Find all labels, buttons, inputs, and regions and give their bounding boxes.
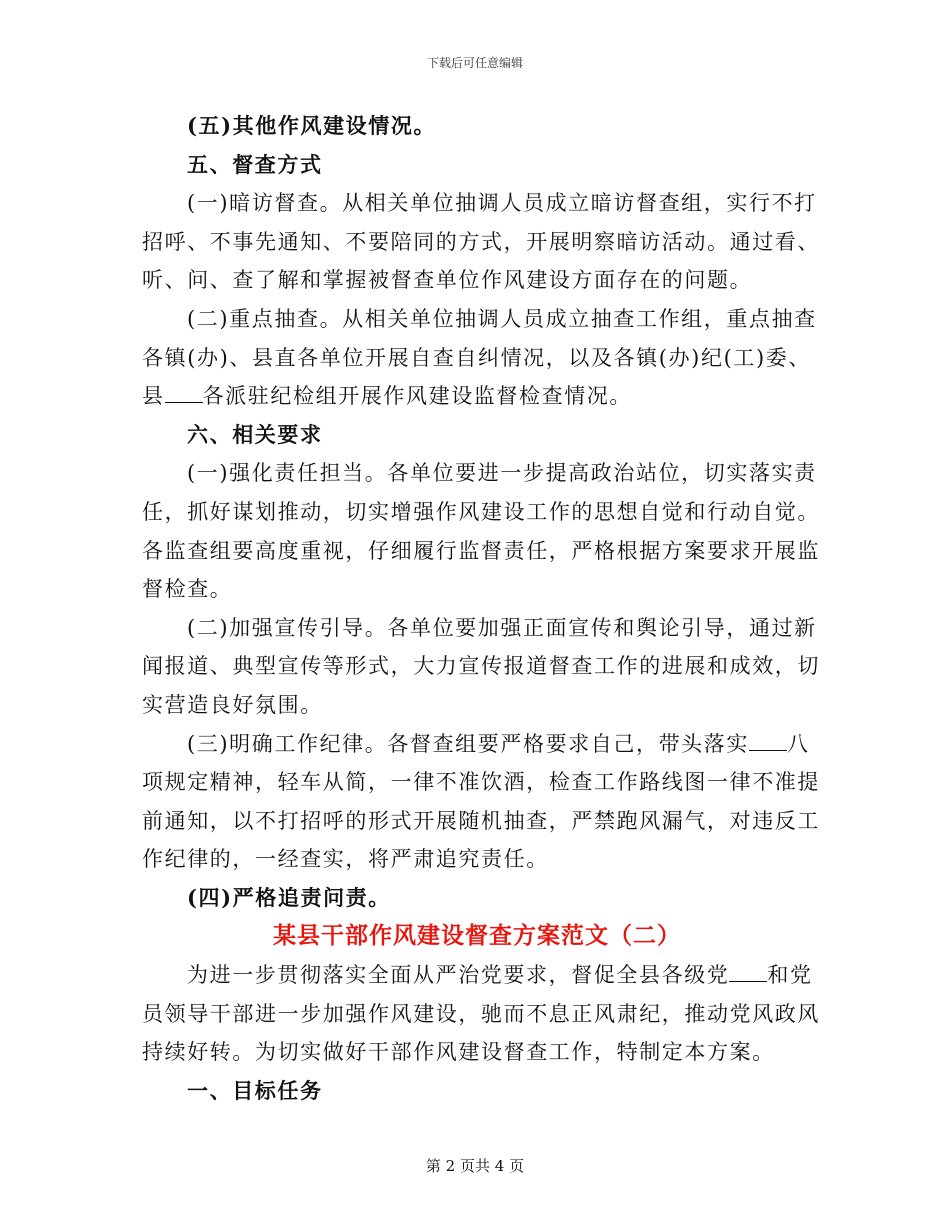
text-segment: 县 (142, 384, 165, 409)
page-footer: 第 2 页共 4 页 (425, 1157, 525, 1175)
paragraph-line (142, 725, 810, 764)
paragraph-line: 实营造良好氛围。 (142, 692, 323, 717)
paragraph-line: 前通知，以不打招呼的形式开展随机抽查，严禁跑风漏气，对违反工 (142, 808, 820, 833)
paragraph-line: 任，抓好谋划推动，切实增强作风建设工作的思想自觉和行动自觉。 (142, 499, 820, 524)
paragraph-line: 员领导干部进一步加强作风建设，驰而不息正风肃纪，推动党风政风 (142, 1001, 820, 1026)
section-heading: (四)严格追责问责。 (187, 884, 391, 910)
paragraph-line: (一)暗访督查。从相关单位抽调人员成立暗访督查组，实行不打 (187, 191, 817, 216)
section-heading: 一、目标任务 (187, 1077, 323, 1103)
text-segment: 为进一步贯彻落实全面从严治党要求，督促全县各级党 (187, 963, 730, 988)
paragraph-line: 作纪律的，一经查实，将严肃追究责任。 (142, 847, 549, 872)
section-heading: 五、督查方式 (187, 151, 323, 177)
document-body (142, 107, 820, 1110)
text-segment: 各派驻纪检组开展作风建设监督检查情况。 (202, 384, 633, 409)
text-segment: 和党 (767, 963, 813, 988)
section-heading: 六、相关要求 (187, 421, 323, 447)
blank-underline (749, 730, 787, 751)
blank-underline (165, 382, 203, 403)
text-segment: (三)明确工作纪律。各督查组要严格要求自己，带头落实 (187, 731, 749, 756)
section-heading: (五)其他作风建设情况。 (187, 113, 437, 138)
paragraph-line (142, 956, 813, 995)
paragraph-line: (一)强化责任担当。各单位要进一步提高政治站位，切实落实责 (187, 461, 817, 486)
paragraph-line: (二)加强宣传引导。各单位要加强正面宣传和舆论引导，通过新 (187, 615, 817, 640)
paragraph-line: 项规定精神，轻车从简，一律不准饮酒，检查工作路线图一律不准提 (142, 770, 820, 795)
paragraph-line: 听、问、查了解和掌握被督查单位作风建设方面存在的问题。 (142, 268, 753, 293)
paragraph-line: 闻报道、典型宣传等形式，大力宣传报道督查工作的进展和成效，切 (142, 654, 820, 679)
page-header: 下载后可任意编辑 (426, 56, 523, 70)
text-segment: 八 (786, 731, 810, 756)
paragraph-line: 各监查组要高度重视，仔细履行监督责任，严格根据方案要求开展监 (142, 538, 820, 563)
document-title: 某县干部作风建设督查方案范文（二） (273, 922, 681, 950)
paragraph-line: 招呼、不事先通知、不要陪同的方式，开展明察暗访活动。通过看、 (142, 229, 820, 254)
paragraph-line (142, 377, 802, 416)
paragraph-line: 持续好转。为切实做好干部作风建设督查工作，特制定本方案。 (142, 1040, 775, 1065)
paragraph-line: (二)重点抽查。从相关单位抽调人员成立抽查工作组，重点抽查 (187, 306, 817, 331)
paragraph-line: 各镇(办)、县直各单位开展自查自纠情况，以及各镇(办)纪(工)委、 (142, 345, 811, 370)
blank-underline (729, 961, 767, 982)
paragraph-line: 督检查。 (142, 577, 233, 602)
